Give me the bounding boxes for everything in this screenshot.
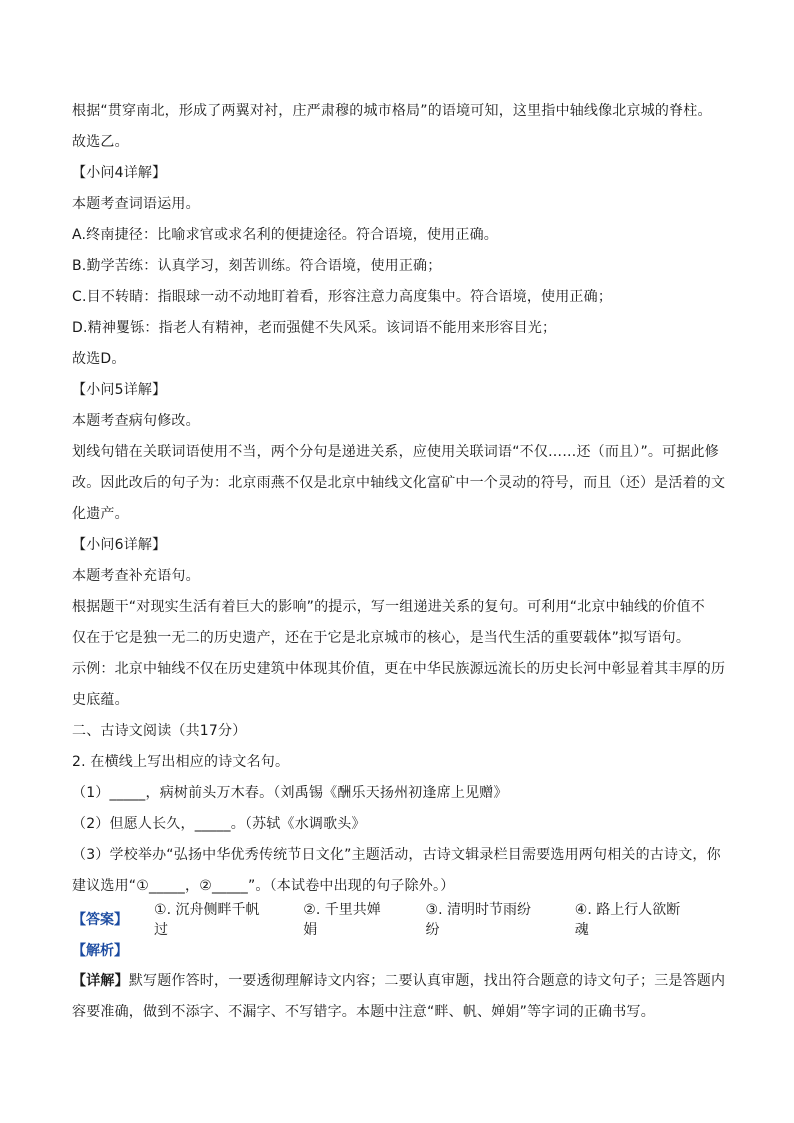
answer-item: ①. 沉舟侧畔千帆过: [154, 902, 260, 938]
text-line: 史底蕴。: [72, 692, 129, 708]
option-a: A.终南捷径：比喻求官或求名利的便捷途径。符合语境，使用正确。: [72, 227, 498, 243]
text-line: 本题考查补充语句。: [72, 568, 200, 584]
text-line: 改。因此改后的句子为：北京雨燕不仅是北京中轴线文化富矿中一个灵动的符号，而且（还）是活着的文: [72, 475, 726, 491]
text-line: 根据题干“对现实生活有着巨大的影响”的提示，写一组递进关系的复句。可利用“北京中轴线的价值不: [72, 599, 705, 615]
detail-tag: 【详解】: [72, 973, 129, 989]
detail-text: 默写题作答时，一要透彻理解诗文内容；二要认真审题，找出符合题意的诗文句子；三是答题内: [128, 973, 726, 989]
question-item: （3）学校举办“弘扬中华优秀传统节日文化”主题活动，古诗文辑录栏目需要选用两句相关的古诗文，你: [72, 847, 721, 863]
answer-item: ③. 清明时节雨纷纷: [425, 902, 531, 938]
question-title: 2. 在横线上写出相应的诗文名句。: [72, 754, 290, 770]
section-heading: 【小问4详解】: [72, 165, 167, 181]
answer-row: [72, 902, 724, 936]
text-line: 根据“贯穿南北，形成了两翼对衬，庄严肃穆的城市格局”的语境可知，这里指中轴线像北京城的脊柱。: [72, 103, 712, 119]
text-line: 故选D。: [72, 351, 126, 367]
answer-item: ④. 路上行人欲断魂: [574, 902, 681, 938]
section-heading: 【小问5详解】: [72, 382, 167, 398]
detail-line: [72, 966, 724, 997]
document-page: [72, 96, 724, 1028]
analysis-tag: 【解析】: [72, 943, 128, 959]
text-line: 故选乙。: [72, 134, 129, 150]
text-line: 本题考查病句修改。: [72, 413, 200, 429]
text-line: 本题考查词语运用。: [72, 196, 200, 212]
option-b: B.勤学苦练：认真学习，刻苦训练。符合语境，使用正确；: [72, 258, 442, 274]
option-c: C.目不转睛：指眼球一动不动地盯着看，形容注意力高度集中。符合语境，使用正确；: [72, 289, 613, 305]
question-item: 建议选用“①_____，②_____”。（本试卷中出现的句子除外。）: [72, 878, 455, 894]
text-line: 化遗产。: [72, 506, 129, 522]
answer-tag: 【答案】: [72, 912, 128, 928]
text-line: 划线句错在关联词语使用不当，两个分句是递进关系，应使用关联词语“不仅……还（而且）”。可据此修: [72, 444, 719, 460]
text-line: 示例：北京中轴线不仅在历史建筑中体现其价值，更在中华民族源远流长的历史长河中彰显着其丰厚的历: [72, 661, 726, 677]
option-d: D.精神矍铄：指老人有精神，老而强健不失风采。该词语不能用来形容目光；: [72, 320, 557, 336]
text-line: 仅在于它是独一无二的历史遗产，还在于它是北京城市的核心，是当代生活的重要载体”拟写语句。: [72, 630, 691, 646]
detail-line: 容要准确，做到不添字、不漏字、不写错字。本题中注意“畔、帆、婵娟”等字词的正确书写。: [72, 1004, 655, 1020]
question-item: （2）但愿人长久，_____。（苏轼《水调歌头》: [72, 816, 366, 832]
answer-item: ②. 千里共婵娟: [303, 902, 381, 938]
part-heading: 二、古诗文阅读（共17分）: [72, 723, 247, 739]
section-heading: 【小问6详解】: [72, 537, 167, 553]
question-item: （1）_____，病树前头万木春。（刘禹锡《酬乐天扬州初逢席上见赠》: [72, 785, 508, 801]
